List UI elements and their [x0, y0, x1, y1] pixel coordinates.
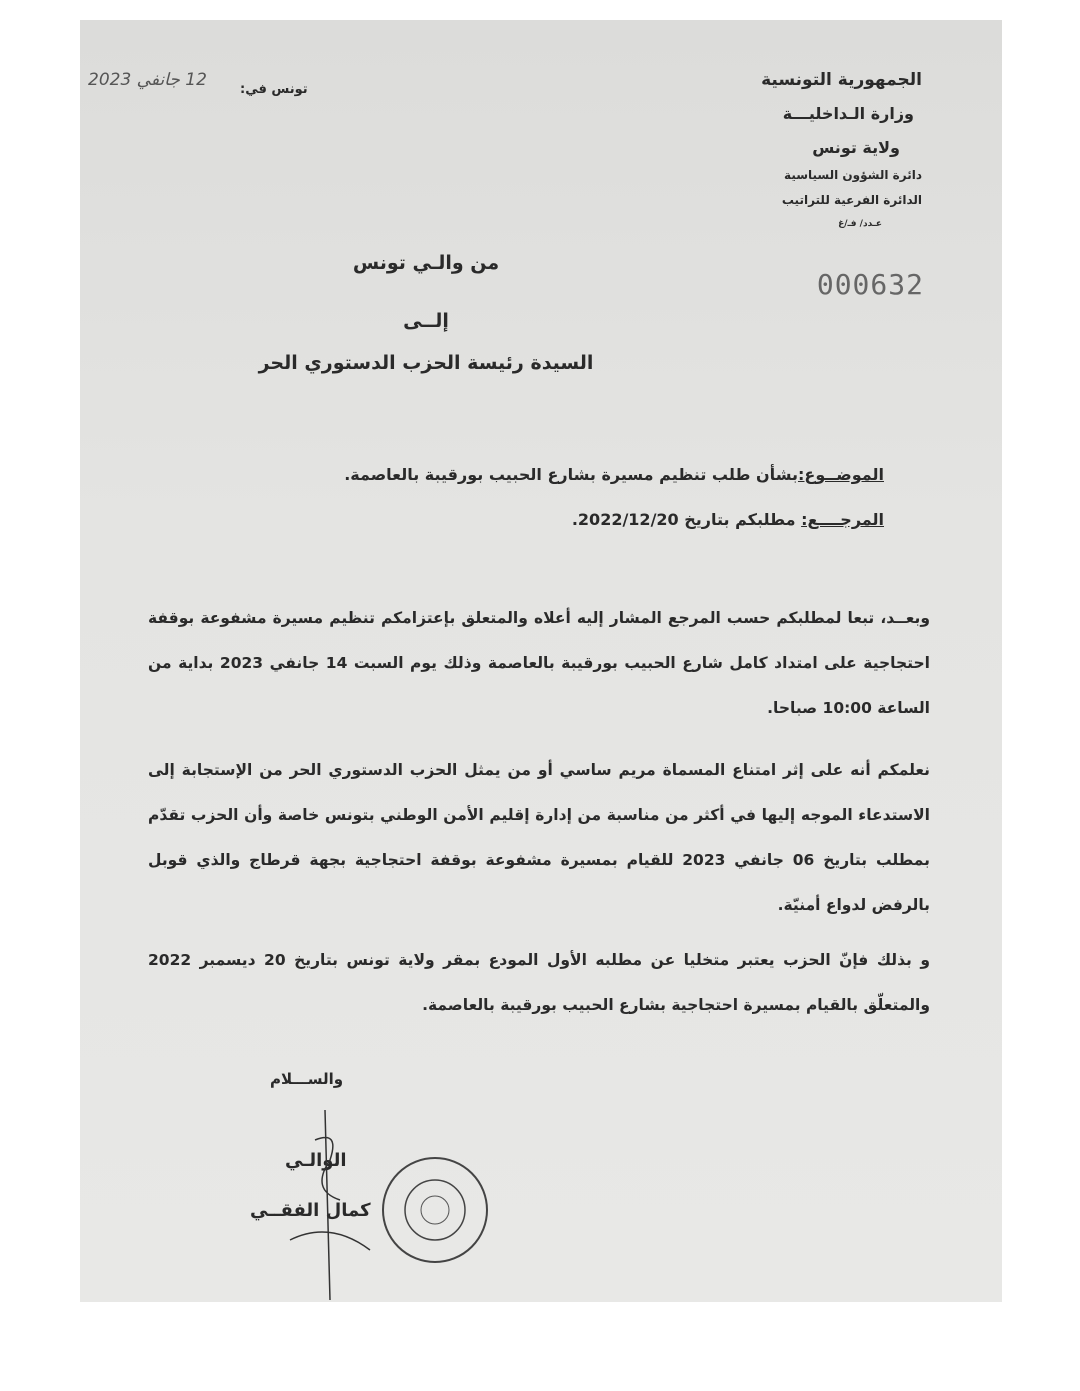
reference-line — [572, 510, 884, 529]
paragraph-2-text: أنه على إثر امتناع المسماة مريم ساسي أو من يمثل الحزب الدستوري الحر من الإستجابة إلى الاستدعاء الموجه إليها في أكثر من مناسبة من إدارة إقليم الأمن الوطني بتونس خاصة وأن الحزب تقدّم بمطلب بتاريخ 06 جانفي 2023 للقيام بمسيرة مشفوعة بوقفة احتجاجية بجهة قرطاج والذي قوبل بالرفض لدواع أمنيّة. — [148, 761, 930, 914]
paragraph-1-lead: وبعــد، — [880, 609, 930, 627]
header-sub-department: الدائرة الفرعية للتراتيب — [781, 193, 922, 207]
paragraph-1 — [148, 596, 930, 731]
document-page — [80, 20, 1002, 1302]
recipient: السيدة رئيسة الحزب الدستوري الحر — [258, 352, 594, 374]
header-ministry: وزارة الـداخليـــة — [782, 104, 914, 123]
reference-text: مطلبكم بتاريخ 2022/12/20. — [571, 510, 796, 529]
serial-number: 000632 — [816, 268, 924, 301]
header-republic: الجمهورية التونسية — [761, 70, 922, 90]
closing-salutation: والســـلام — [270, 1070, 344, 1088]
subject-line — [344, 465, 884, 484]
header-number-label: عـدد/ فـ/غ — [838, 219, 882, 229]
paragraph-2 — [148, 748, 930, 928]
place-date-label: تونس في: — [240, 82, 308, 97]
subject-text: بشأن طلب تنظيم مسيرة بشارع الحبيب بورقيبة بالعاصمة. — [344, 465, 798, 484]
subject-label: الموضــوع: — [797, 465, 884, 484]
paragraph-1-text: تبعا لمطلبكم حسب المرجع المشار إليه أعلاه والمتعلق بإعتزامكم تنظيم مسيرة مشفوعة بوقفة احتجاجية على امتداد كامل شارع الحبيب بورقيبة بالعاصمة وذلك يوم السبت 14 جانفي 2023 بداية من الساعة 10:00 صباحا. — [148, 609, 930, 717]
date-stamp: 12 جانفي 2023 — [88, 70, 207, 90]
paragraph-3-text: و بذلك فإنّ الحزب يعتبر متخليا عن مطلبه الأول المودع بمقر ولاية تونس بتاريخ 20 ديسمبر 2022 والمتعلّق بالقيام بمسيرة احتجاجية بشارع الحبيب بورقيبة بالعاصمة. — [148, 951, 930, 1014]
signatory-title: الوالـي — [285, 1150, 347, 1171]
paragraph-3 — [148, 938, 930, 1028]
paragraph-2-lead: نعلمكم — [877, 761, 930, 779]
signature-icon — [230, 1100, 430, 1310]
header-governorate: ولاية تونس — [812, 138, 900, 157]
header-department: دائرة الشؤون السياسية — [784, 168, 922, 182]
signatory-name: كمال الفقــي — [250, 1200, 371, 1221]
reference-label: المرجــــع: — [801, 510, 884, 529]
to-label: إلــى — [403, 310, 449, 332]
sender: من والـي تونس — [352, 252, 500, 274]
